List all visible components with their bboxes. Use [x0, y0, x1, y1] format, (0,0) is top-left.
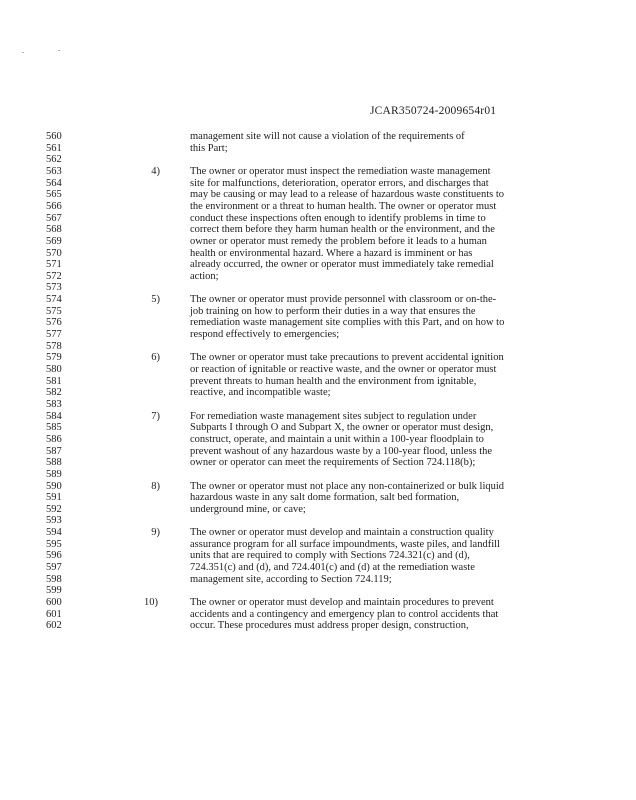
text-line: accidents and a contingency and emergency plan to control accidents that: [190, 608, 499, 620]
text-line: Subparts I through O and Subpart X, the owner or operator must design,: [190, 422, 494, 434]
text-line: prevent washout of any hazardous waste by a 100-year flood, unless the: [190, 445, 493, 457]
text-line: The owner or operator must take precautions to prevent accidental ignition: [190, 352, 504, 364]
line-number: 600: [46, 597, 62, 608]
text-line: this Part;: [190, 142, 228, 154]
item-marker: 9): [151, 527, 160, 539]
item-marker: 8): [151, 480, 160, 492]
line-number: 589: [46, 468, 62, 480]
line-number: 601: [46, 608, 62, 620]
document-id: JCAR350724-2009654r01: [370, 105, 497, 117]
text-line: prevent threats to human health and the environment from ignitable,: [190, 375, 477, 387]
line-number: 591: [46, 492, 62, 504]
line-number: 594: [46, 527, 62, 539]
line-number: 582: [46, 387, 62, 399]
line-number: 584: [46, 410, 62, 422]
line-number: 576: [46, 317, 62, 329]
text-line: hazardous waste in any salt dome formation, salt bed formation,: [190, 492, 460, 504]
line-number: 575: [46, 305, 62, 317]
line-number: 565: [46, 189, 62, 201]
line-number: 590: [46, 480, 62, 492]
text-line: management site will not cause a violation of the requirements of: [190, 131, 465, 142]
line-number: 560: [46, 131, 62, 142]
text-line: remediation waste management site complies with this Part, and on how to: [190, 317, 505, 329]
scan-speck: [22, 52, 24, 53]
line-number: 563: [46, 165, 62, 177]
line-number: 573: [46, 282, 62, 294]
text-line: The owner or operator must provide personnel with classroom or on-the-: [190, 294, 497, 306]
line-number: 583: [46, 398, 62, 410]
line-number: 581: [46, 375, 62, 387]
line-number: 593: [46, 515, 62, 527]
line-number: 598: [46, 573, 62, 585]
text-line: The owner or operator must inspect the remediation waste management: [190, 165, 491, 177]
line-number: 571: [46, 259, 62, 271]
text-line: occur. These procedures must address proper design, construction,: [190, 620, 469, 632]
line-number: 580: [46, 364, 62, 375]
scan-speck: [58, 50, 60, 51]
line-number: 569: [46, 235, 62, 247]
line-number: 595: [46, 538, 62, 550]
text-line: action;: [190, 270, 219, 282]
line-number: 566: [46, 200, 62, 212]
line-number: 578: [46, 340, 62, 352]
text-line: site for malfunctions, deterioration, operator errors, and discharges that: [190, 177, 489, 189]
text-line: already occurred, the owner or operator must immediately take remedial: [190, 259, 494, 271]
item-marker: 7): [151, 410, 160, 422]
line-number: 568: [46, 224, 62, 236]
text-line: job training on how to perform their duties in a way that ensures the: [190, 305, 476, 317]
line-number: 587: [46, 445, 62, 457]
text-line: may be causing or may lead to a release of hazardous waste constituents to: [190, 189, 505, 201]
line-number: 597: [46, 562, 62, 574]
line-number: 572: [46, 270, 62, 282]
text-line: owner or operator can meet the requirements of Section 724.118(b);: [190, 457, 476, 469]
text-line: conduct these inspections often enough to identify problems in time to: [190, 212, 486, 224]
line-number: 586: [46, 433, 62, 445]
line-number: 561: [46, 142, 62, 154]
line-number: 574: [46, 294, 62, 306]
line-number: 577: [46, 329, 62, 341]
text-line: management site, according to Section 724.119;: [190, 573, 392, 585]
text-line: The owner or operator must develop and maintain a construction quality: [190, 527, 494, 539]
text-line: correct them before they harm human health or the environment, and the: [190, 224, 495, 236]
text-line: 724.351(c) and (d), and 724.401(c) and (d) at the remediation waste: [190, 562, 475, 574]
text-line: or reaction of ignitable or reactive waste, and the owner or operator must: [190, 364, 497, 375]
line-number: 602: [46, 620, 62, 632]
line-number: 585: [46, 422, 62, 434]
line-number: 562: [46, 154, 62, 166]
line-number: 588: [46, 457, 62, 469]
text-line: assurance program for all surface impoundments, waste piles, and landfill: [190, 538, 500, 550]
text-line: construct, operate, and maintain a unit within a 100-year floodplain to: [190, 433, 484, 445]
item-marker: 10): [144, 597, 158, 608]
line-number: 592: [46, 503, 62, 515]
text-line: For remediation waste management sites subject to regulation under: [190, 410, 477, 422]
text-line: The owner or operator must develop and maintain procedures to prevent: [190, 597, 494, 608]
text-line: The owner or operator must not place any non-containerized or bulk liquid: [190, 480, 505, 492]
line-number: 567: [46, 212, 62, 224]
item-marker: 4): [151, 165, 160, 177]
text-line: owner or operator must remedy the problem before it leads to a human: [190, 235, 487, 247]
text-line: units that are required to comply with Sections 724.321(c) and (d),: [190, 550, 470, 562]
line-number: 570: [46, 247, 62, 259]
text-line: respond effectively to emergencies;: [190, 329, 340, 341]
text-line: underground mine, or cave;: [190, 503, 306, 515]
line-number: 564: [46, 177, 62, 189]
text-line: reactive, and incompatible waste;: [190, 387, 331, 399]
item-marker: 5): [151, 294, 160, 306]
text-line: the environment or a threat to human health. The owner or operator must: [190, 200, 497, 212]
line-number: 579: [46, 352, 62, 364]
item-marker: 6): [151, 352, 160, 364]
line-number: 596: [46, 550, 62, 562]
line-number: 599: [46, 585, 62, 597]
text-line: health or environmental hazard. Where a hazard is imminent or has: [190, 247, 473, 259]
